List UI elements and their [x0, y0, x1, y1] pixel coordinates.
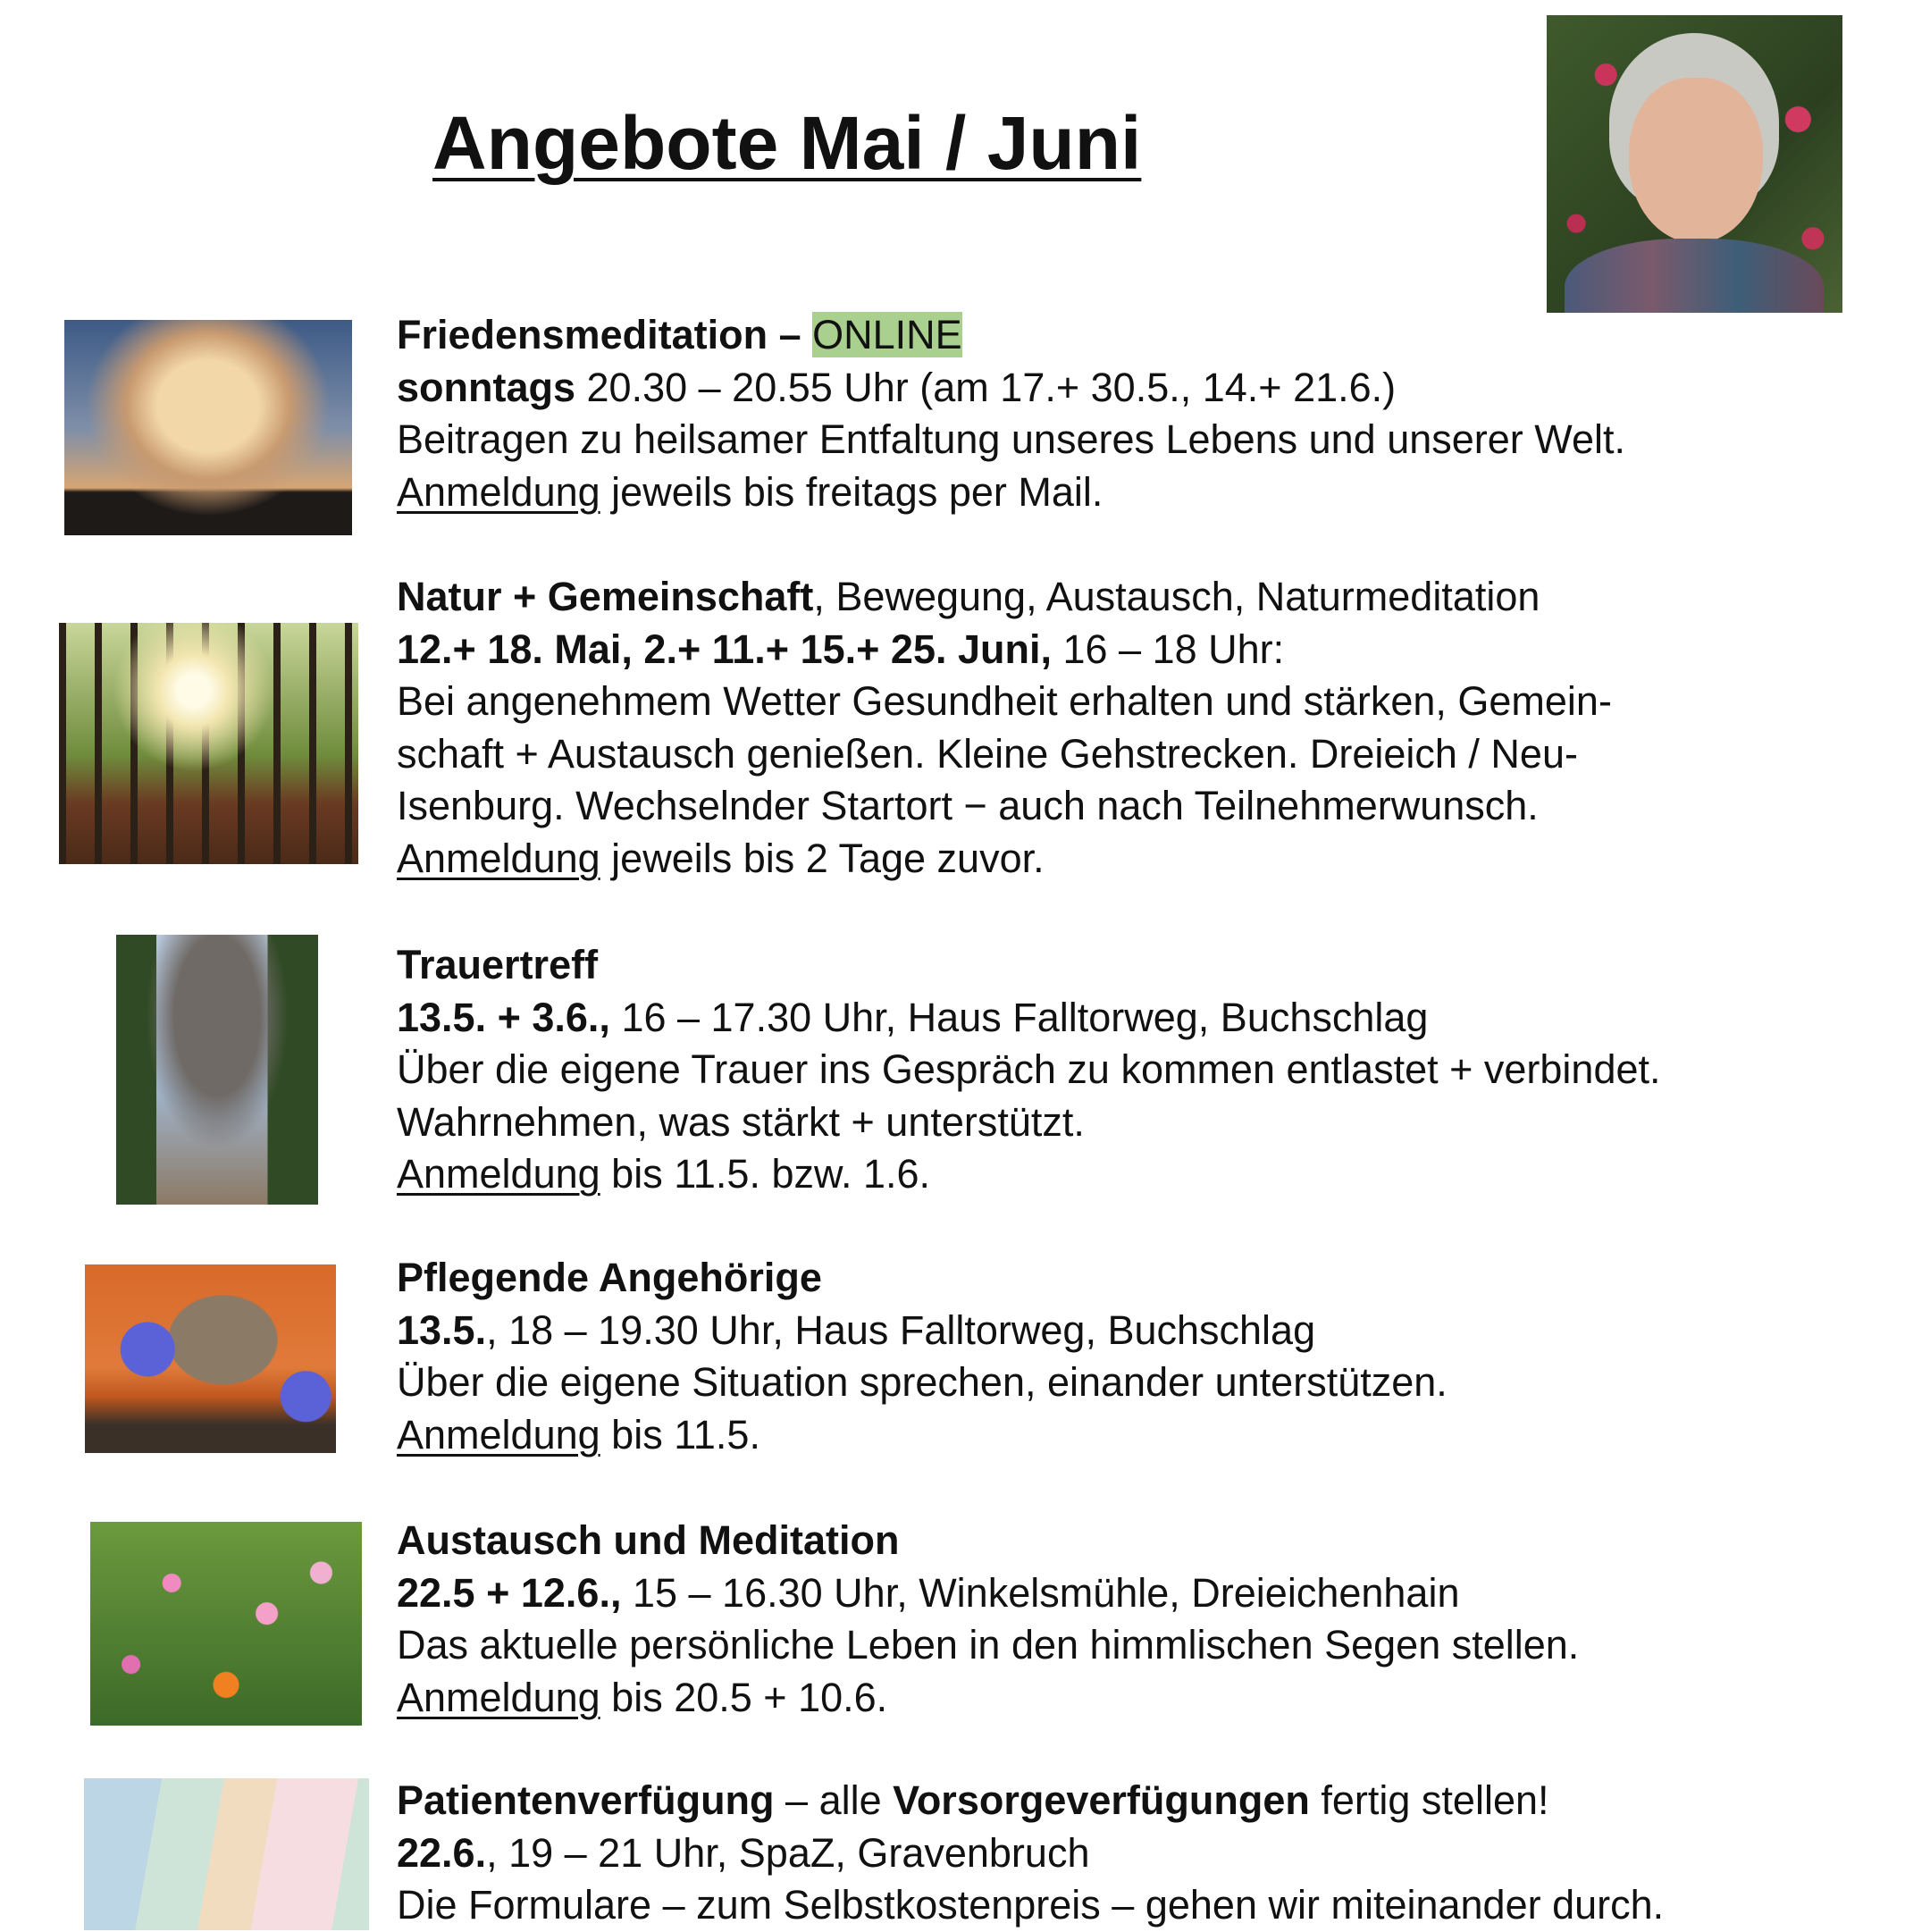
text-segment: Wahrnehmen, was stärkt + unterstützt.	[397, 1098, 1085, 1145]
text-segment: Friedensmeditation –	[397, 312, 813, 357]
text-segment: Vorsorgeverfügungen	[893, 1777, 1310, 1823]
text-segment: 22.5 + 12.6.,	[397, 1569, 622, 1616]
section-line	[397, 1305, 1448, 1357]
section-line	[397, 780, 1612, 833]
section-line	[397, 1879, 1664, 1932]
section-line	[397, 1672, 1579, 1725]
section-line	[397, 624, 1612, 676]
forest-sun-photo	[59, 623, 358, 864]
section-line	[397, 1827, 1664, 1880]
portrait-scarf	[1565, 239, 1824, 313]
portrait-face	[1629, 78, 1763, 243]
cloud-sunset-photo	[64, 320, 352, 535]
text-segment: Das aktuelle persönliche Leben in den himmlischen Segen stellen.	[397, 1622, 1580, 1668]
section-line	[397, 1567, 1579, 1620]
section-line	[397, 728, 1612, 781]
text-segment: 15 – 16.30 Uhr, Winkelsmühle, Dreieichenhain	[621, 1569, 1460, 1616]
text-segment: , Bewegung, Austausch, Naturmeditation	[813, 574, 1540, 619]
section-line	[397, 833, 1612, 886]
text-segment: jeweils bis freitags per Mail.	[600, 468, 1103, 515]
section-austausch-meditation	[397, 1515, 1579, 1724]
section-line	[397, 992, 1661, 1045]
text-segment: 13.5.	[397, 1306, 487, 1353]
section-line	[397, 676, 1612, 728]
section-line	[397, 466, 1625, 519]
section-line	[397, 1357, 1448, 1409]
text-segment: 22.6.	[397, 1829, 487, 1876]
section-heading	[397, 1252, 1448, 1305]
section-heading	[397, 939, 1661, 992]
text-segment: 16 – 18 Uhr:	[1052, 626, 1285, 672]
tree-gate-photo	[116, 935, 318, 1205]
wildflowers-photo	[90, 1522, 362, 1726]
text-segment: bis 20.5 + 10.6.	[600, 1674, 888, 1720]
text-segment: schaft + Austausch genießen. Kleine Gehstrecken. Dreieich / Neu-	[397, 730, 1578, 777]
text-segment: Austausch und Meditation	[397, 1517, 900, 1563]
section-natur-gemeinschaft	[397, 571, 1612, 886]
anmeldung-link[interactable]: Anmeldung	[397, 1151, 600, 1197]
section-line	[397, 1096, 1661, 1149]
section-heading	[397, 571, 1612, 624]
anmeldung-link[interactable]: Anmeldung	[397, 835, 600, 881]
section-line	[397, 414, 1625, 466]
text-segment: 13.5. + 3.6.,	[397, 994, 610, 1040]
anmeldung-link[interactable]: Anmeldung	[397, 1411, 600, 1457]
text-segment: sonntags	[397, 364, 576, 410]
section-line	[397, 1148, 1661, 1201]
text-segment: Über die eigene Trauer ins Gespräch zu kommen entlastet + verbindet.	[397, 1046, 1661, 1093]
flowers-stone-photo	[85, 1264, 336, 1453]
section-line	[397, 1619, 1579, 1672]
section-heading	[397, 1775, 1664, 1827]
text-segment: fertig stellen!	[1309, 1777, 1549, 1823]
section-line	[397, 362, 1625, 415]
text-segment: Patientenverfügung	[397, 1777, 775, 1823]
text-segment: 20.30 – 20.55 Uhr (am 17.+ 30.5., 14.+ 21.6.)	[575, 364, 1397, 410]
online-badge: ONLINE	[812, 312, 962, 357]
text-segment: Trauertreff	[397, 942, 599, 987]
section-pflegende-angehoerige	[397, 1252, 1448, 1461]
forms-photo	[84, 1778, 369, 1930]
text-segment: 16 – 17.30 Uhr, Haus Falltorweg, Buchschlag	[609, 994, 1429, 1040]
text-segment: , 19 – 21 Uhr, SpaZ, Gravenbruch	[486, 1829, 1090, 1876]
section-line	[397, 1044, 1661, 1096]
text-segment: Über die eigene Situation sprechen, einander unterstützen.	[397, 1359, 1448, 1406]
text-segment: bis 11.5. bzw. 1.6.	[600, 1151, 931, 1197]
anmeldung-link[interactable]: Anmeldung	[397, 1674, 600, 1720]
text-segment: Natur + Gemeinschaft	[397, 574, 814, 619]
section-heading	[397, 309, 1625, 362]
text-segment: Pflegende Angehörige	[397, 1255, 822, 1300]
text-segment: Bei angenehmem Wetter Gesundheit erhalten und stärken, Gemein-	[397, 678, 1612, 725]
anmeldung-link[interactable]: Anmeldung	[397, 468, 600, 515]
text-segment: – alle	[774, 1777, 894, 1823]
text-segment: Beitragen zu heilsamer Entfaltung unseres Lebens und unserer Welt.	[397, 416, 1625, 463]
text-segment: jeweils bis 2 Tage zuvor.	[600, 835, 1045, 881]
section-heading	[397, 1515, 1579, 1567]
text-segment: , 18 – 19.30 Uhr, Haus Falltorweg, Buchschlag	[486, 1306, 1316, 1353]
text-segment: bis 11.5.	[600, 1411, 760, 1457]
text-segment: Die Formulare – zum Selbstkostenpreis – gehen wir miteinander durch.	[397, 1882, 1665, 1928]
section-patientenverfuegung	[397, 1775, 1664, 1932]
section-trauertreff	[397, 939, 1661, 1201]
text-segment: Isenburg. Wechselnder Startort − auch nach Teilnehmerwunsch.	[397, 783, 1539, 829]
text-segment: 12.+ 18. Mai, 2.+ 11.+ 15.+ 25. Juni,	[397, 626, 1052, 672]
page-title: Angebote Mai / Juni	[432, 101, 1142, 185]
section-line	[397, 1409, 1448, 1462]
portrait-photo	[1547, 15, 1842, 313]
section-friedensmeditation	[397, 309, 1625, 518]
